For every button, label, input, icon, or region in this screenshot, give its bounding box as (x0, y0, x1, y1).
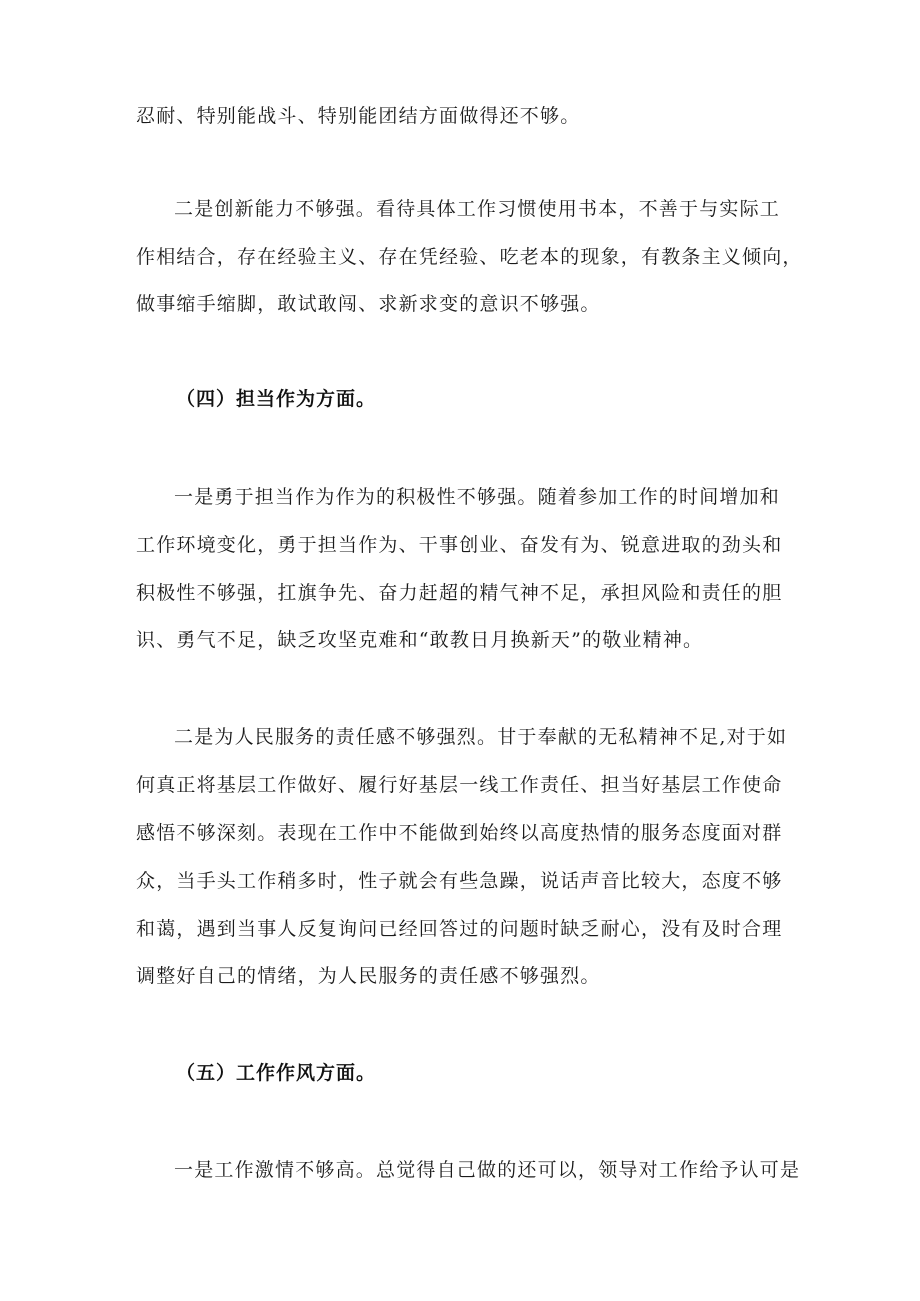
paragraph-line: 二是为人民服务的责任感不够强烈。甘于奉献的无私精神不足,对于如 (174, 726, 788, 748)
paragraph-line: 做事缩手缩脚，敢试敢闯、求新求变的意识不够强。 (136, 293, 601, 315)
paragraph-line: 一是工作激情不够高。总觉得自己做的还可以，领导对工作给予认可是 (174, 1159, 801, 1181)
paragraph-line: 一是勇于担当作为作为的积极性不够强。随着参加工作的时间增加和 (174, 486, 781, 508)
section-heading: （五）工作作风方面。 (176, 1062, 377, 1084)
section-heading: （四）担当作为方面。 (176, 388, 377, 410)
paragraph-line: 众，当手头工作稍多时，性子就会有些急躁，说话声音比较大，态度不够 (136, 870, 783, 892)
paragraph-line: 工作环境变化，勇于担当作为、干事创业、奋发有为、锐意进取的劲头和 (136, 534, 783, 556)
paragraph-line: 忍耐、特别能战斗、特别能团结方面做得还不够。 (136, 105, 581, 127)
paragraph-line: 作相结合，存在经验主义、存在凭经验、吃老本的现象，有教条主义倾向， (136, 246, 803, 268)
paragraph-line: 和蔼，遇到当事人反复询问已经回答过的问题时缺乏耐心，没有及时合理 (136, 918, 783, 940)
paragraph-line: 二是创新能力不够强。看待具体工作习惯使用书本，不善于与实际工 (174, 198, 781, 220)
paragraph-line: 感悟不够深刻。表现在工作中不能做到始终以高度热情的服务态度面对群 (136, 822, 783, 844)
paragraph-line: 调整好自己的情绪，为人民服务的责任感不够强烈。 (136, 965, 601, 987)
paragraph-line: 何真正将基层工作做好、履行好基层一线工作责任、担当好基层工作使命 (136, 774, 783, 796)
paragraph-line: 积极性不够强，扛旗争先、奋力赶超的精气神不足，承担风险和责任的胆 (136, 582, 783, 604)
paragraph-line: 识、勇气不足，缺乏攻坚克难和“敢教日月换新天”的敬业精神。 (136, 629, 704, 651)
